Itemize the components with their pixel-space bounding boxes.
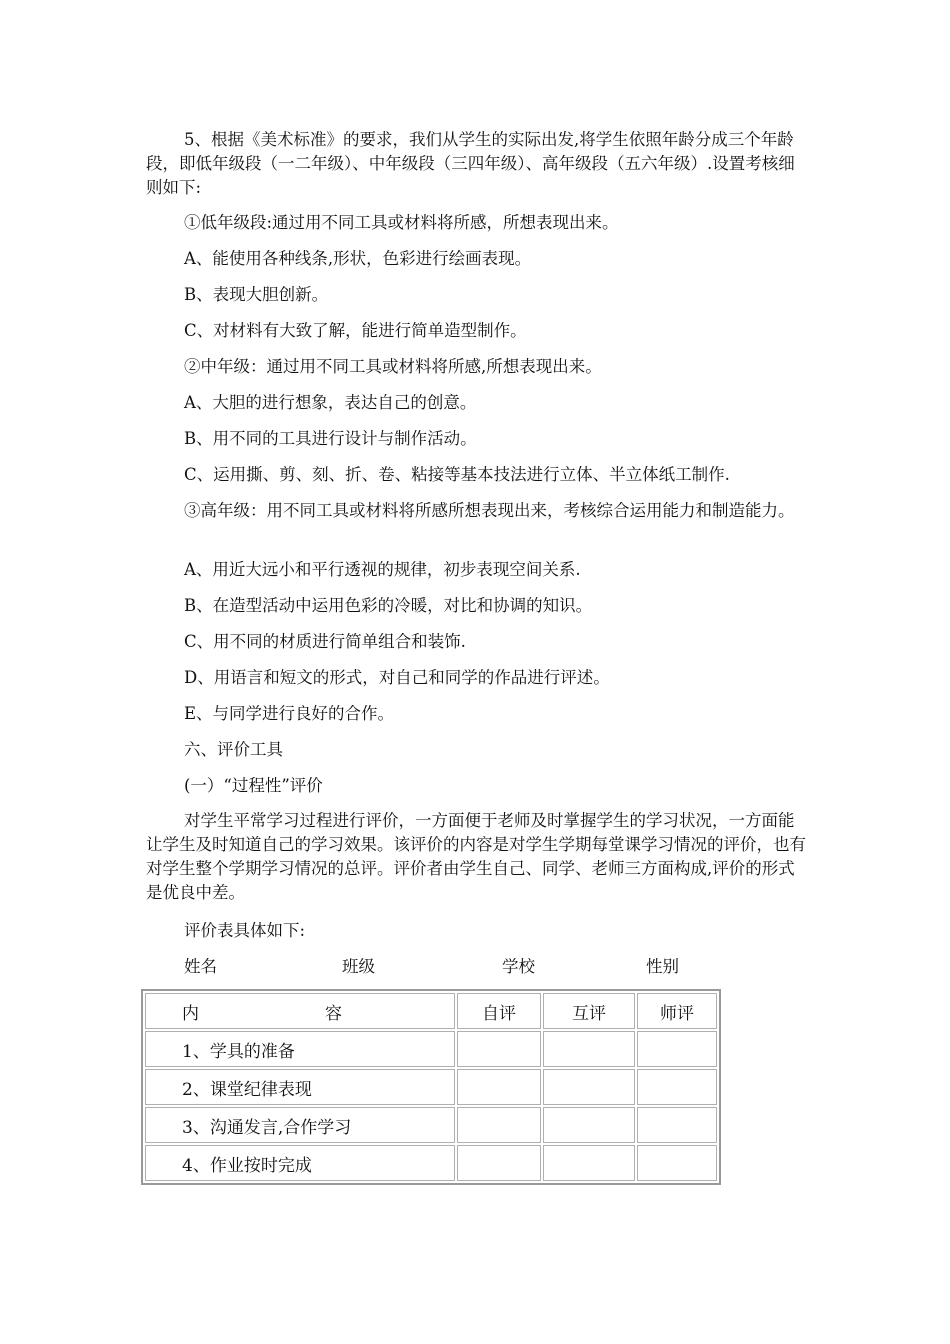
section-heading-evaluation-tools: 六、评价工具 [184, 740, 283, 759]
teacher-score-cell[interactable] [637, 1145, 717, 1181]
header-teacher-evaluation: 师评 [637, 993, 717, 1029]
header-content [145, 993, 455, 1029]
peer-score-cell[interactable] [543, 1145, 635, 1181]
field-label-class: 班级 [342, 957, 375, 976]
paragraph-low-c: C、对材料有大致了解，能进行简单造型制作。 [184, 321, 527, 340]
student-info-fields [146, 955, 806, 979]
table-row [145, 1145, 717, 1181]
header-content-left: 内 [182, 1003, 199, 1024]
paragraph-process-evaluation: 对学生平常学习过程进行评价，一方面便于老师及时掌握学生的学习状况，一方面能让学生及时知道自己的学习效果。该评价的内容是对学生学期每堂课学习情况的评价，也有对学生整个学期学习情况的总评。评价者由学生自己、同学、老师三方面构成,评价的形式是优良中差。 [146, 811, 806, 902]
paragraph-low-grade: ①低年级段:通过用不同工具或材料将所感，所想表现出来。 [184, 213, 619, 232]
self-score-cell[interactable] [457, 1145, 541, 1181]
header-content-right: 容 [325, 1003, 342, 1024]
paragraph-age-groups: 5、根据《美术标准》的要求，我们从学生的实际出发,将学生依照年龄分成三个年龄段，即低年级段（一二年级）、中年级段（三四年级）、高年级段（五六年级）.设置考核细则如下: [146, 130, 795, 197]
paragraph-mid-grade: ②中年级：通过用不同工具或材料将所感,所想表现出来。 [184, 357, 602, 376]
self-score-cell[interactable] [457, 1107, 541, 1143]
self-score-cell[interactable] [457, 1031, 541, 1067]
teacher-score-cell[interactable] [637, 1031, 717, 1067]
peer-score-cell[interactable] [543, 1107, 635, 1143]
table-row [145, 1069, 717, 1105]
subsection-heading-process-evaluation: (一）“过程性”评价 [184, 776, 323, 795]
paragraph-low-a: A、能使用各种线条,形状，色彩进行绘画表现。 [184, 249, 532, 268]
row-item-label: 4、作业按时完成 [145, 1145, 455, 1181]
paragraph-high-grade: ③高年级：用不同工具或材料将所感所想表现出来，考核综合运用能力和制造能力。 [184, 501, 795, 520]
paragraph-mid-c: C、运用撕、剪、刻、折、卷、粘接等基本技法进行立体、半立体纸工制作. [184, 465, 730, 484]
paragraph-high-a: A、用近大远小和平行透视的规律，初步表现空间关系. [184, 560, 581, 579]
table-header-row [145, 993, 717, 1029]
teacher-score-cell[interactable] [637, 1107, 717, 1143]
paragraph-low-b: B、表现大胆创新。 [184, 285, 329, 304]
field-label-gender: 性别 [646, 957, 679, 976]
peer-score-cell[interactable] [543, 1031, 635, 1067]
row-item-label: 1、学具的准备 [145, 1031, 455, 1067]
field-label-name: 姓名 [184, 957, 217, 976]
evaluation-table [141, 989, 721, 1185]
paragraph-table-intro: 评价表具体如下: [184, 921, 306, 940]
table-row [145, 1107, 717, 1143]
table-row [145, 1031, 717, 1067]
field-label-school: 学校 [502, 957, 535, 976]
header-peer-evaluation: 互评 [543, 993, 635, 1029]
self-score-cell[interactable] [457, 1069, 541, 1105]
row-item-label: 2、课堂纪律表现 [145, 1069, 455, 1105]
paragraph-mid-b: B、用不同的工具进行设计与制作活动。 [184, 429, 477, 448]
paragraph-high-d: D、用语言和短文的形式，对自己和同学的作品进行评述。 [184, 668, 610, 687]
paragraph-high-e: E、与同学进行良好的合作。 [184, 704, 395, 723]
paragraph-high-c: C、用不同的材质进行简单组合和装饰. [184, 632, 466, 651]
teacher-score-cell[interactable] [637, 1069, 717, 1105]
peer-score-cell[interactable] [543, 1069, 635, 1105]
row-item-label: 3、沟通发言,合作学习 [145, 1107, 455, 1143]
paragraph-mid-a: A、大胆的进行想象，表达自己的创意。 [184, 393, 477, 412]
header-self-evaluation: 自评 [457, 993, 541, 1029]
paragraph-high-b: B、在造型活动中运用色彩的冷暖，对比和协调的知识。 [184, 596, 593, 615]
